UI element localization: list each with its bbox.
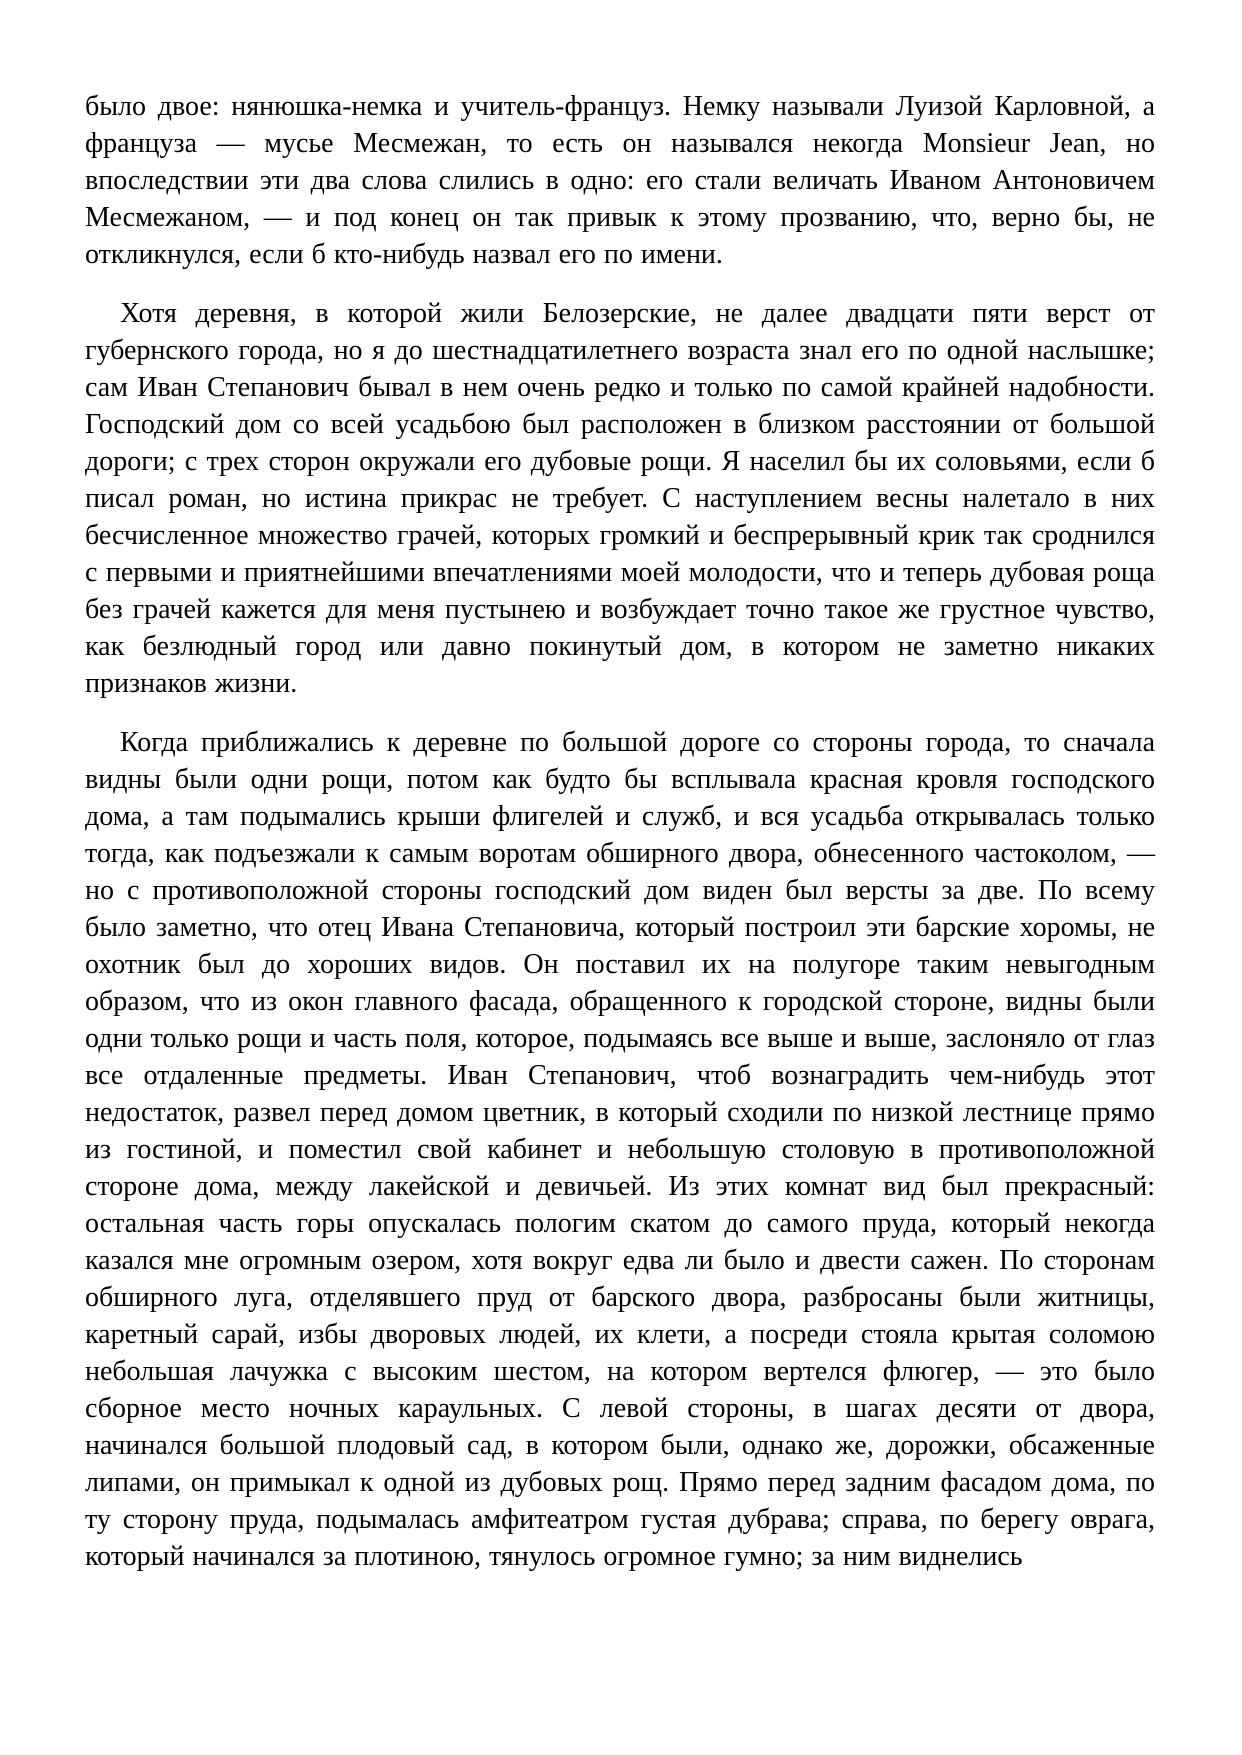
paragraph-village: Хотя деревня, в которой жили Белозерские, не далее двадцати пяти верст от губернского города, но я до шестнадцатилетнего возраста знал его по одной наслышке; сам Иван Степанович бывал в нем очень редко и только по самой крайней надобности. Господский дом со всей усадьбою был расположен в близком расстоянии от большой дороги; с трех сторон окружали его дубовые рощи. Я населил бы их соловьями, если б писал роман, но истина прикрас не требует. С наступлением весны налетало в них бесчисленное множество грачей, которых громкий и беспрерывный крик так сроднился с первыми и приятнейшими впечатлениями моей молодости, что и теперь дубовая роща без грачей кажется для меня пустынею и возбуждает точно такое же грустное чувство, как безлюдный город или давно покинутый дом, в котором не заметно никаких признаков жизни. xyxy=(85,298,1155,699)
paragraph-continuation: было двое: нянюшка-немка и учитель-француз. Немку называли Луизой Карловной, а француза — мусье Месмежан, то есть он назывался некогда Monsieur Jean, но впоследствии эти два слова слились в одно: его стали величать Иваном Антоновичем Месмежаном, — и под конец он так привык к этому прозванию, что, верно бы, не откликнулся, если б кто-нибудь назвал его по имени. xyxy=(85,91,1155,270)
paragraph-estate-description: Когда приближались к деревне по большой дороге со стороны города, то сначала видны были одни рощи, потом как будто бы всплывала красная кровля господского дома, а там подымались крыши флигелей и служб, и вся усадьба открывалась только тогда, как подъезжали к самым воротам обширного двора, обнесенного частоколом, — но с противоположной стороны господский дом виден был версты за две. По всему было заметно, что отец Ивана Степановича, который построил эти барские хоромы, не охотник был до хороших видов. Он поставил их на полугоре таким невыгодным образом, что из окон главного фасада, обращенного к городской стороне, видны были одни только рощи и часть поля, которое, подымаясь все выше и выше, заслоняло от глаз все отдаленные предметы. Иван Степанович, чтоб вознаградить чем-нибудь этот недостаток, развел перед домом цветник, в который сходили по низкой лестнице прямо из гостиной, и поместил свой кабинет и небольшую столовую в противоположной стороне дома, между лакейской и девичьей. Из этих комнат вид был прекрасный: остальная часть горы опускалась пологим скатом до самого пруда, который некогда казался мне огромным озером, хотя вокруг едва ли было и двести сажен. По сторонам обширного луга, отделявшего пруд от барского двора, разбросаны были житницы, каретный сарай, избы дворовых людей, их клети, а посреди стояла крытая соломою небольшая лачужка с высоким шестом, на котором вертелся флюгер, — это было сборное место ночных караульных. С левой стороны, в шагах десяти от двора, начинался большой плодовый сад, в котором были, однако же, дорожки, обсаженные липами, он примыкал к одной из дубовых рощ. Прямо перед задним фасадом дома, по ту сторону пруда, подымалась амфитеатром густая дубрава; справа, по берегу оврага, который начинался за плотиною, тянулось огромное гумно; за ним виднелись xyxy=(85,727,1155,1572)
